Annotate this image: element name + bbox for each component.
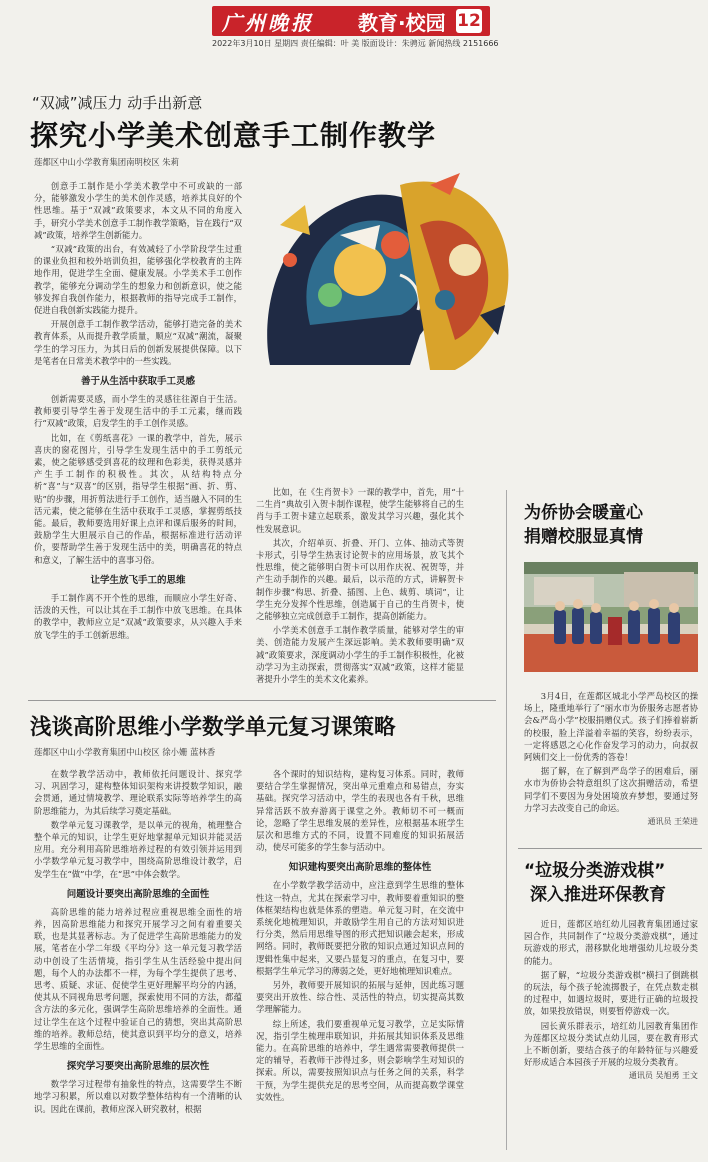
article2-col2-p1: 各个课时的知识结构，建构复习体系。同时，教师要结合学生掌握情况，突出单元重难点和易错点，夯实基础。探究学习活动中，学生的表现也各有千秋，思维异常活跃不放弃游离于课堂之外。教师切不可一概而论，忽略了学生思维发展的差异性，应根据基本班学生层次和思维方式的不同，设置不同难度的知识拓展活动，使尽可能多的学生参与活动中。: [256, 769, 464, 853]
article2-col1-p4: 数学学习过程带有抽象性的特点，这需要学生不断地学习积累，所以难以对数学整体结构有一个清晰的认识。因此在课前，教师应深入研究教材，根据: [34, 1079, 242, 1114]
article2-byline: 莲都区中山小学教育集团中山校区 徐小姗 蓝林香: [34, 747, 216, 757]
masthead-info: 2022年3月10日 星期四 责任编辑：叶 美 版面设计：朱骋远 新闻热线 2151666: [212, 39, 499, 48]
paper-name: 广州晚报: [222, 11, 314, 35]
article1-right-p3: 小学美术创意手工制作教学质量，能够对学生的审美、创造能力发展产生深远影响。美术教师要明确“双减”政策要求，深度调动小学生的手工制作积极性，化被动学习为主动探索，贯彻落实“双减”政策，这样才能显著提升小学生的美术文化素养。: [256, 625, 464, 685]
article2-col1-p1: 在数学教学活动中，教师依托问题设计、探究学习、巩固学习，建构整体知识架构来讲授数学知识，融会贯通，通过情境教学、理论联系实际等培养学生的高阶思维能力，为其后续学习奠定基础。: [34, 769, 242, 816]
side1-title-line1: 为侨协会暖童心: [524, 503, 643, 523]
side2-body: [524, 918, 698, 1081]
article2-subhead-2: 探究学习要突出高阶思维的层次性: [66, 1061, 210, 1073]
artistic-head-collage-icon: [250, 165, 518, 380]
article1-title: 探究小学美术创意手工制作教学: [30, 119, 437, 152]
article1-left-column: [34, 180, 242, 643]
side1-p2: 据了解，在了解到严岛学子的困难后，丽水市为侨协会特意组织了这次捐赠活动，希望同学们不要因为身处困境放弃梦想，要通过努力学习去改变自己的命运。: [524, 766, 698, 813]
article1-intro-p3: 开展创意手工制作教学活动，能够打造完备的美术教育体系，从而提升教学质量，顺应“双减”潮流，凝聚学生的学习压力，为其日后的创新发展提供保障。以下是笔者在日常美术教学中的一些实践。: [34, 319, 242, 366]
page-number-badge: 12: [457, 11, 481, 31]
side-divider: [518, 848, 702, 849]
masthead: [0, 0, 708, 50]
article1-right-p2: 其次，介绍单页、折叠、开门、立体、抽动式等贺卡形式，引导学生热衷讨论贺卡的应用场景，放飞其个性思维，使之能够明白贺卡可以用作庆祝、祝贺等，并产生动手制作的兴趣。最后，以示范的方式，讲解贺卡制作步骤“构思、折叠、插图、上色、裁剪、填词”，让学生充分发挥个性思维，创造属于自己的生肖贺卡，使之能够独立完成创意手工制作，提高创新能力。: [256, 537, 464, 622]
side2-p1: 近日，莲都区培红幼儿园教育集团通过家园合作，共同制作了“垃圾分类游戏棋”，通过玩游戏的形式，潜移默化地增强幼儿垃圾分类的能力。: [524, 919, 698, 966]
article2-subhead-1: 问题设计要突出高阶思维的全面性: [66, 888, 210, 900]
side1-credit: 通讯员 王荣进: [647, 817, 698, 827]
sidebar-separator: [506, 490, 507, 1150]
article2-col2-p2: 在小学数学教学活动中，应注意到学生思维的整体性这一特点，尤其在探索学习中，教师要着重知识的整体框架结构也就是体系的塑造。单元复习时，在交流中系统化地梳理知识，并敢励学生用自己的方法对知识进行分类，然后用思维导图的形式把知识融会起来，形成网络。同时，教师既要把分散的知识点通过知识点间的逻辑性集中起来，又要凸显复习的重点，在复习中，要根据学生单元学习的薄弱之处，更好地梳理知识难点。: [256, 880, 464, 976]
article2-col2-p3: 另外，教师要开展知识的拓展与延伸，因此练习题要突出开放性、综合性、灵活性的特点，切实提高其数学理解能力。: [256, 980, 464, 1015]
article2-col2-p4: 综上所述，我们要重视单元复习教学，立足实际情况，指引学生梳理串联知识，并拓展其知识体系及思维能力。在高阶思维的培养中，学生遇常需要教师提供一定的辅导，若教师干涉得过多，则会影响学生对知识的探索。所以，需要按照知识点与任务之间的关系，科学干预，为学生提供充足的思考空间，从而提高数学课堂实效性。: [256, 1018, 464, 1102]
article2-column-1: [34, 768, 242, 1117]
article1-sec1-p2: 比如，在《剪纸喜花》一课的教学中，首先，展示喜庆的窗花图片，引导学生发现生活中的手工剪纸元素，使之能够感受到喜花的纹理和色彩美，获得灵感并产生手工制作的积极性。其次，从结构特点分析“喜”与“双喜”的区别，指导学生根据“画、折、剪、贴”的步骤，用折剪法进行手工创作，适当融入不同的生活元素，使之能够在生活中获取手工灵感，掌握剪纸技能。最后，教师要选用好课上点评和课后服务的时间，鼓励学生大胆展示自己的作品，根据标准进行活动评价，要帮助学生善于发现生活中的美，明确喜花的特点和意义，了解生活中的喜事习俗。: [34, 432, 242, 565]
side1-title-line2: 捐赠校服显真情: [524, 527, 643, 547]
side2-p2: 据了解，“垃圾分类游戏棋”横扫了倒跳棋的玩法，每个孩子轮流掷骰子，在凭点数走棋的过程中，如遇垃圾时，要进行正确的垃圾投放，如果投放错误，则要暂停游戏一次。: [524, 969, 698, 1017]
article1-sec1-p1: 创新需要灵感，而小学生的灵感往往源自于生活。教师要引导学生善于发现生活中的手工元素，继而践行“双减”政策，启发学生的手工创作灵感。: [34, 394, 242, 429]
section-title: 教育·校园: [358, 11, 446, 35]
article1-right-p1: 比如，在《生肖贺卡》一课的教学中，首先，用“十二生肖”典故引入贺卡制作课程，使学生能够将自己的生肖与手工贺卡建立起联系，激发其学习兴趣，强化其个性发展意识。: [256, 487, 464, 534]
side2-title-line1: “垃圾分类游戏棋”: [524, 861, 666, 881]
article1-intro-p2: “双减”政策的出台，有效减轻了小学阶段学生过重的课业负担和校外培训负担，能够强化学校教育的主阵地作用，促进学生全面、健康发展。小学美术手工创作教学，能够充分调动学生的想象力和创新意识，使之能够发挥自我创作能力，根据教师的指导完成手工制作，促进自我创新实践能力提升。: [34, 244, 242, 316]
side1-body: [524, 690, 698, 827]
side2-p3: 园长黄乐群表示，培红幼儿园教育集团作为莲都区垃圾分类试点幼儿园，要在教育形式上不断创新，要结合孩子的年龄特征与兴趣爱好形成适合本园孩子开展的垃圾分类教育。: [524, 1020, 698, 1068]
article2-title: 浅谈高阶思维小学数学单元复习课策略: [30, 715, 396, 740]
side2-title-line2: 深入推进环保教育: [530, 885, 666, 905]
article2-col1-p3: 高阶思维的能力培养过程应重视思维全面性的培养，因高阶思维能力和探究开展学习之间有着重要关联，也是其显著标志。为了促进学生高阶思维能力的发展，笔者在小学二年级《平均分》这一单元复习教学活动中创设了生活情境，指引学生从生活经验中提出问题，每个人的办法都不一样，为每个学生提供了思考、思考、质疑、求证、促使学生更好理解平均分的内涵，使其从不同视角思考问题，探索使用不同的方法，都蕴含方法的多元化，强调学生高阶思维培养的全面性。通过让学生在这个过程中验证自己的猜想，突出其高阶思维的培养。教师总结，使其意识到平均分的意义，培养学生思维的全面性。: [34, 906, 242, 1052]
article1-subhead-2: 让学生放飞手工的思维: [90, 574, 186, 586]
article1-subhead-1: 善于从生活中获取手工灵感: [80, 376, 195, 388]
article2-subhead-3: 知识建构要突出高阶思维的整体性: [288, 862, 432, 874]
article1-sec2-p1: 手工制作离不开个性的思维，而顺应小学生好奇、活泼的天性，可以让其在手工制作中放飞思维。在具体的教学中，教师应立足“双减”政策要求，从兴趣入手来放飞学生的手工创新思维。: [34, 592, 242, 640]
article1-intro-p1: 创意手工制作是小学美术教学中不可或缺的一部分，能够激发小学生的美术创作灵感，培养其良好的个性思维。基于“双减”政策要求，本文从不同的角度入手，研究小学美术创意手工制作教学策略，旨在践行“双减”政策，培养学生创新能力。: [34, 181, 242, 240]
article2-col1-p2: 数学单元复习课教学，是以单元的视角，梳理整合整个单元的知识，让学生更好地掌握单元知识并能灵活应用。充分利用高阶思维培养过程的有效引领并运用到小学数学单元复习教学中，围绕高阶思维设计教学，启发学生在“做”中学，在“思”中体会数学。: [34, 819, 242, 879]
article1-byline: 莲都区中山小学教育集团南明校区 朱莉: [34, 157, 180, 167]
side2-credit: 通讯员 吴旭勇 王文: [628, 1071, 698, 1081]
article-divider: [28, 700, 496, 701]
article2-column-2: [256, 768, 464, 1105]
school-uniform-donation-photo-icon: [524, 562, 698, 672]
side1-p1: 3月4日，在莲都区城北小学严岛校区的操场上，隆重地举行了“丽水市为侨服务志愿者协会&严岛小学”校服捐赠仪式。孩子们捧着崭新的校服，脸上洋溢着幸福的笑容，纷纷表示，一定将感恩之心化作奋发学习的动力，向叔叔阿姨们交上一份优秀的答卷！: [524, 691, 698, 763]
article1-right-column: [256, 486, 464, 687]
article1-kicker: “双减”减压力 动手出新意: [32, 94, 203, 112]
